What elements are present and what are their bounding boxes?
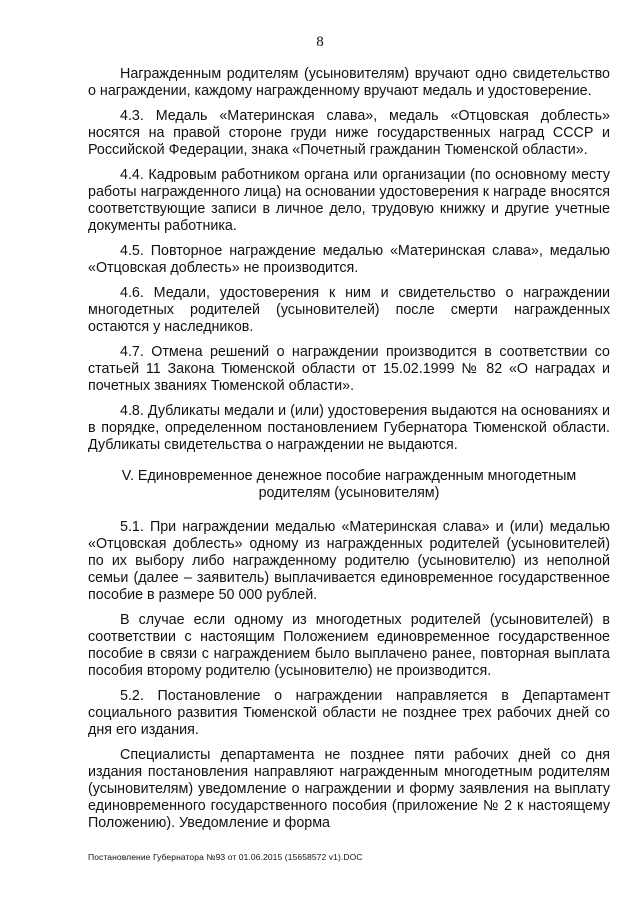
paragraph-5-2: 5.2. Постановление о награждении направляется в Департамент социального развития Тюменской области не позднее трех рабочих дней со дня его издания. [88, 688, 610, 738]
paragraph-5-1: 5.1. При награждении медалью «Материнская слава» и (или) медалью «Отцовская доблесть» одному из награжденных родителей (усыновителей) по их выбору либо награжденному родителю (усыновителю) из неполной семьи (далее – заявитель) выплачивается единовременное государственное пособие в размере 50 000 рублей. [88, 519, 610, 603]
paragraph-4-6: 4.6. Медали, удостоверения к ним и свидетельство о награждении многодетных родителей (усыновителей) после смерти награжденных остаются у наследников. [88, 285, 610, 335]
document-footer: Постановление Губернатора №93 от 01.06.2015 (15658572 v1).DOC [88, 852, 363, 862]
paragraph-4-3: 4.3. Медаль «Материнская слава», медаль «Отцовская доблесть» носятся на правой стороне груди ниже государственных наград СССР и Российской Федерации, знака «Почетный гражданин Тюменской области». [88, 108, 610, 158]
paragraph-4-8: 4.8. Дубликаты медали и (или) удостоверения выдаются на основаниях и в порядке, определенном постановлением Губернатора Тюменской области. Дубликаты свидетельства о награждении не выдаются. [88, 403, 610, 453]
section-heading: V. Единовременное денежное пособие награжденным многодетным родителям (усыновителям) [121, 468, 577, 501]
paragraph-department-specialists: Специалисты департамента не позднее пяти рабочих дней со дня издания постановления направляют награжденным многодетным родителям (усыновителям) уведомление о награждении и форму заявления на выплату единовременного государственного пособия (приложение № 2 к настоящему Положению). Уведомление и форма [88, 747, 610, 831]
paragraph-4-7: 4.7. Отмена решений о награждении производится в соответствии со статьей 11 Закона Тюменской области от 15.02.1999 № 82 «О наградах и почетных званиях Тюменской области». [88, 344, 610, 394]
page-number: 8 [316, 34, 324, 50]
paragraph-awarding-parents: Награжденным родителям (усыновителям) вручают одно свидетельство о награждении, каждому награжденному вручают медаль и удостоверение. [88, 66, 610, 99]
document-body [88, 66, 610, 840]
paragraph-4-5: 4.5. Повторное награждение медалью «Материнская слава», медалью «Отцовская доблесть» не производится. [88, 243, 610, 276]
paragraph-4-4: 4.4. Кадровым работником органа или организации (по основному месту работы награжденного лица) на основании удостоверения к награде вносятся соответствующие записи в личное дело, трудовую книжку и другие учетные документы работника. [88, 167, 610, 234]
paragraph-repeat-payment: В случае если одному из многодетных родителей (усыновителей) в соответствии с настоящим Положением единовременное государственное пособие в связи с награждением было выплачено ранее, повторная выплата пособия второму родителю (усыновителю) не производится. [88, 612, 610, 679]
